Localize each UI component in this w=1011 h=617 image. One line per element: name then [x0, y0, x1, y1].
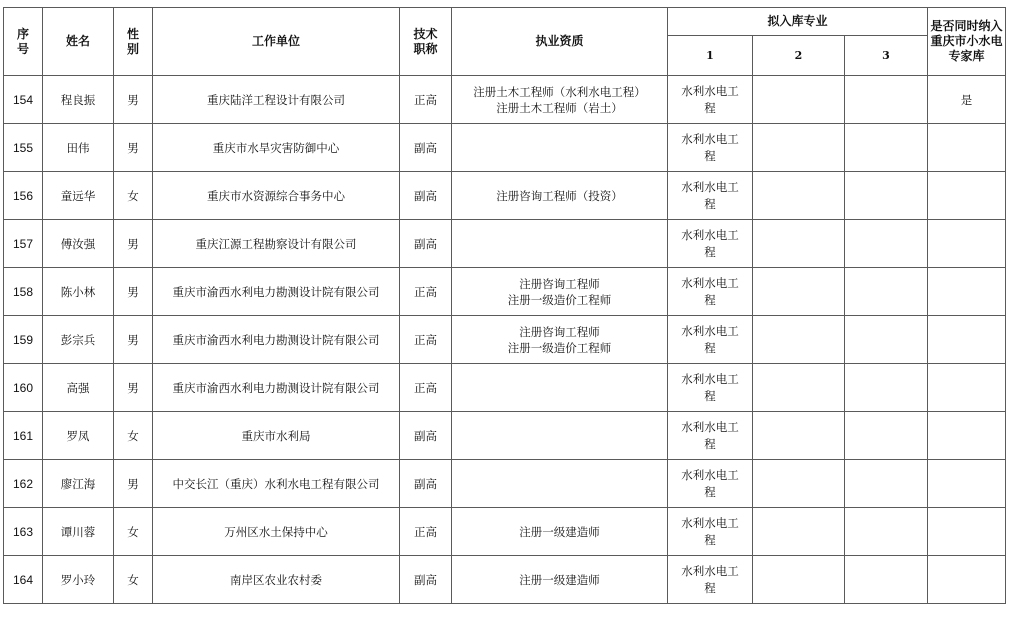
row-specialty-3	[845, 124, 928, 172]
header-specialty-1: 1	[668, 36, 753, 76]
table-row	[4, 460, 1006, 508]
row-gender: 男	[114, 76, 153, 124]
row-specialty-2	[753, 460, 845, 508]
header-qualification: 执业资质	[452, 8, 668, 76]
row-qualification	[452, 124, 668, 172]
row-specialty-3	[845, 364, 928, 412]
table-row	[4, 316, 1006, 364]
qualification-line-2: 注册一级造价工程师	[507, 292, 612, 307]
row-specialty-1: 水利水电工程	[668, 76, 753, 124]
row-no: 159	[4, 316, 43, 364]
row-name: 程良振	[43, 76, 114, 124]
table-row	[4, 124, 1006, 172]
row-no: 164	[4, 556, 43, 604]
table-row	[4, 556, 1006, 604]
qualification-line-1: 注册咨询工程师	[519, 276, 600, 291]
header-name: 姓名	[43, 8, 114, 76]
row-title: 正高	[400, 316, 452, 364]
row-no: 158	[4, 268, 43, 316]
row-specialty-1: 水利水电工程	[668, 556, 753, 604]
qualification-line-1: 注册咨询工程师	[519, 324, 600, 339]
row-employer: 重庆市渝西水利电力勘测设计院有限公司	[153, 268, 400, 316]
row-name: 高强	[43, 364, 114, 412]
row-specialty-1: 水利水电工程	[668, 316, 753, 364]
qualification-line-1: 注册咨询工程师（投资）	[496, 188, 623, 203]
header-specialty-3: 3	[845, 36, 928, 76]
row-specialty-2	[753, 268, 845, 316]
header-gender: 性别	[114, 8, 153, 76]
row-qualification	[452, 76, 668, 124]
row-hydro-pool	[928, 556, 1006, 604]
row-gender: 男	[114, 316, 153, 364]
row-gender: 男	[114, 268, 153, 316]
row-title: 副高	[400, 556, 452, 604]
row-no: 155	[4, 124, 43, 172]
row-no: 161	[4, 412, 43, 460]
header-specialty-group: 拟入库专业	[668, 8, 928, 36]
row-hydro-pool	[928, 124, 1006, 172]
qualification-line-1: 注册土木工程师（水利水电工程）	[473, 84, 646, 99]
header-title: 技术职称	[400, 8, 452, 76]
table-row	[4, 364, 1006, 412]
row-employer: 重庆市水资源综合事务中心	[153, 172, 400, 220]
qualification-line-1: 注册一级建造师	[519, 572, 600, 587]
row-no: 160	[4, 364, 43, 412]
row-qualification	[452, 268, 668, 316]
row-title: 正高	[400, 364, 452, 412]
row-gender: 男	[114, 364, 153, 412]
row-qualification	[452, 412, 668, 460]
row-title: 副高	[400, 412, 452, 460]
row-specialty-1: 水利水电工程	[668, 412, 753, 460]
row-gender: 男	[114, 220, 153, 268]
row-hydro-pool	[928, 412, 1006, 460]
row-hydro-pool: 是	[928, 76, 1006, 124]
row-no: 154	[4, 76, 43, 124]
row-specialty-3	[845, 556, 928, 604]
row-title: 正高	[400, 76, 452, 124]
row-specialty-2	[753, 364, 845, 412]
header-specialty-2: 2	[753, 36, 845, 76]
row-specialty-3	[845, 460, 928, 508]
row-qualification	[452, 508, 668, 556]
row-specialty-2	[753, 172, 845, 220]
row-employer: 重庆陆洋工程设计有限公司	[153, 76, 400, 124]
row-qualification	[452, 172, 668, 220]
row-title: 正高	[400, 268, 452, 316]
row-specialty-3	[845, 508, 928, 556]
row-specialty-3	[845, 172, 928, 220]
row-name: 廖江海	[43, 460, 114, 508]
row-specialty-3	[845, 268, 928, 316]
row-name: 谭川蓉	[43, 508, 114, 556]
row-specialty-2	[753, 124, 845, 172]
row-specialty-2	[753, 412, 845, 460]
row-hydro-pool	[928, 508, 1006, 556]
row-employer: 重庆江源工程勘察设计有限公司	[153, 220, 400, 268]
row-employer: 中交长江（重庆）水利水电工程有限公司	[153, 460, 400, 508]
row-no: 157	[4, 220, 43, 268]
row-hydro-pool	[928, 172, 1006, 220]
row-no: 156	[4, 172, 43, 220]
table-row	[4, 268, 1006, 316]
row-title: 副高	[400, 124, 452, 172]
row-hydro-pool	[928, 220, 1006, 268]
row-title: 副高	[400, 460, 452, 508]
row-specialty-2	[753, 220, 845, 268]
row-qualification	[452, 220, 668, 268]
row-name: 童远华	[43, 172, 114, 220]
row-specialty-1: 水利水电工程	[668, 268, 753, 316]
row-specialty-1: 水利水电工程	[668, 364, 753, 412]
row-hydro-pool	[928, 316, 1006, 364]
row-specialty-2	[753, 76, 845, 124]
row-qualification	[452, 364, 668, 412]
header-employer: 工作单位	[153, 8, 400, 76]
row-name: 傅汝强	[43, 220, 114, 268]
row-specialty-1: 水利水电工程	[668, 460, 753, 508]
row-employer: 重庆市水旱灾害防御中心	[153, 124, 400, 172]
row-specialty-2	[753, 316, 845, 364]
table-header	[4, 8, 1006, 76]
row-employer: 重庆市渝西水利电力勘测设计院有限公司	[153, 316, 400, 364]
qualification-line-1: 注册一级建造师	[519, 524, 600, 539]
header-no: 序号	[4, 8, 43, 76]
row-name: 彭宗兵	[43, 316, 114, 364]
row-no: 163	[4, 508, 43, 556]
table-row	[4, 220, 1006, 268]
row-title: 副高	[400, 172, 452, 220]
row-specialty-1: 水利水电工程	[668, 508, 753, 556]
row-name: 罗小玲	[43, 556, 114, 604]
row-specialty-2	[753, 508, 845, 556]
expert-table	[3, 7, 1006, 604]
row-employer: 万州区水土保持中心	[153, 508, 400, 556]
row-gender: 男	[114, 124, 153, 172]
row-gender: 男	[114, 460, 153, 508]
row-name: 陈小林	[43, 268, 114, 316]
row-gender: 女	[114, 556, 153, 604]
table-body	[4, 76, 1006, 604]
row-specialty-1: 水利水电工程	[668, 172, 753, 220]
row-employer: 重庆市渝西水利电力勘测设计院有限公司	[153, 364, 400, 412]
row-hydro-pool	[928, 460, 1006, 508]
row-specialty-3	[845, 76, 928, 124]
table-row	[4, 172, 1006, 220]
row-specialty-3	[845, 316, 928, 364]
row-no: 162	[4, 460, 43, 508]
row-qualification	[452, 316, 668, 364]
table-row	[4, 508, 1006, 556]
table-row	[4, 412, 1006, 460]
row-qualification	[452, 460, 668, 508]
row-qualification	[452, 556, 668, 604]
row-specialty-3	[845, 412, 928, 460]
row-gender: 女	[114, 172, 153, 220]
row-employer: 重庆市水利局	[153, 412, 400, 460]
row-specialty-2	[753, 556, 845, 604]
header-hydro-pool: 是否同时纳入重庆市小水电专家库	[928, 8, 1006, 76]
row-title: 正高	[400, 508, 452, 556]
row-hydro-pool	[928, 364, 1006, 412]
row-specialty-1: 水利水电工程	[668, 220, 753, 268]
table-row	[4, 76, 1006, 124]
row-employer: 南岸区农业农村委	[153, 556, 400, 604]
row-gender: 女	[114, 508, 153, 556]
row-specialty-1: 水利水电工程	[668, 124, 753, 172]
row-title: 副高	[400, 220, 452, 268]
row-name: 罗凤	[43, 412, 114, 460]
row-specialty-3	[845, 220, 928, 268]
qualification-line-2: 注册土木工程师（岩土）	[496, 100, 623, 115]
qualification-line-2: 注册一级造价工程师	[507, 340, 612, 355]
row-name: 田伟	[43, 124, 114, 172]
row-gender: 女	[114, 412, 153, 460]
row-hydro-pool	[928, 268, 1006, 316]
